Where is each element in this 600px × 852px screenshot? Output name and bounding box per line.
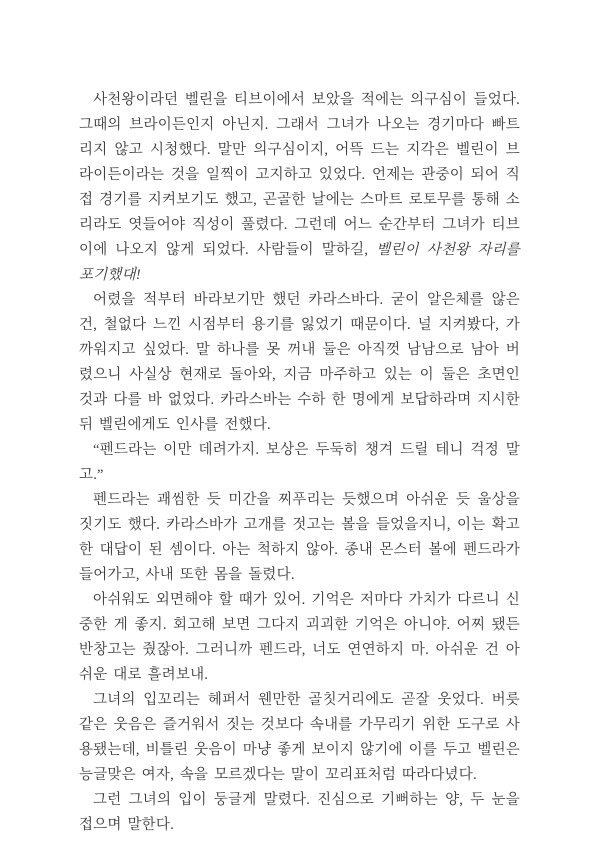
- emphasized-text-run: 벨린이 사천왕 자리를 포기했대!: [79, 242, 520, 283]
- text-run: “펜드라는 이만 데려가지. 보상은 두둑히 챙겨 드릴 테니 걱정 말고.”: [79, 442, 520, 483]
- text-run: 사천왕이라던 벨린을 티브이에서 보았을 적에는 의구심이 들었다. 그때의 브라이든인지 아닌지. 그래서 그녀가 나오는 경기마다 빠트리지 않고 시청했다. 말만 의구심이지, 어뜩 드는 지각은 벨린이 브라이든이라는 것을 일찍이 고지하고 있었다. 언제는 관중이 되어 직접 경기를 지켜보기도 했고, 곤골한 날에는 스마트 로토무를 통해 소리라도 엿들어야 직성이 풀렸다. 그런데 어느 순간부터 그녀가 티브이에 나오지 않게 되었다. 사람들이 말하길,: [79, 92, 520, 258]
- text-run: 그녀의 입꼬리는 헤퍼서 웬만한 골칫거리에도 곧잘 웃었다. 버릇 같은 웃음은 즐거워서 짓는 것보다 속내를 가무리기 위한 도구로 사용됐는데, 비틀린 웃음이 마냥 좋게 보이지 않기에 이를 두고 벨린은 능글맞은 여자, 속을 모르겠다는 말이 꼬리표처럼 따라다녔다.: [79, 692, 520, 783]
- paragraph: [79, 288, 520, 438]
- paragraph: [79, 488, 520, 588]
- paragraph: [79, 438, 520, 488]
- text-run: 어렸을 적부터 바라보기만 했던 카라스바다. 굳이 알은체를 않은 건, 철없다 느낀 시점부터 용기를 잃었기 때문이다. 널 지켜봤다, 가까워지고 싶었다. 말 하나를 못 꺼내 둘은 아직껏 남남으로 남아 버렸으니 사실상 현재로 돌아와, 지금 마주하고 있는 이 둘은 초면인 것과 다를 바 없었다. 카라스바는 수하 한 명에게 보답하라며 지시한 뒤 벨린에게도 인사를 전했다.: [79, 292, 520, 433]
- paragraph: [79, 788, 520, 838]
- text-run: 아쉬워도 외면해야 할 때가 있어. 기억은 저마다 가치가 다르니 신중한 게 좋지. 회고해 보면 그다지 괴괴한 기억은 아니야. 어찌 됐든 반창고는 줬잖아. 그러니까 펜드라, 너도 연연하지 마. 아쉬운 건 아쉬운 대로 흘려보내.: [79, 592, 520, 683]
- text-run: 그런 그녀의 입이 둥글게 말렸다. 진심으로 기뻐하는 양, 두 눈을 접으며 말한다.: [79, 792, 520, 833]
- novel-text-body: [79, 88, 520, 838]
- paragraph: [79, 88, 520, 288]
- text-run: 펜드라는 괘씸한 듯 미간을 찌푸리는 듯했으며 아쉬운 듯 울상을 짓기도 했다. 카라스바가 고개를 젓고는 볼을 들었을지니, 이는 확고한 대답이 된 셈이다. 아는 척하지 않아. 종내 몬스터 볼에 펜드라가 들어가고, 사내 또한 몸을 돌렸다.: [79, 492, 520, 583]
- paragraph: [79, 588, 520, 688]
- paragraph: [79, 688, 520, 788]
